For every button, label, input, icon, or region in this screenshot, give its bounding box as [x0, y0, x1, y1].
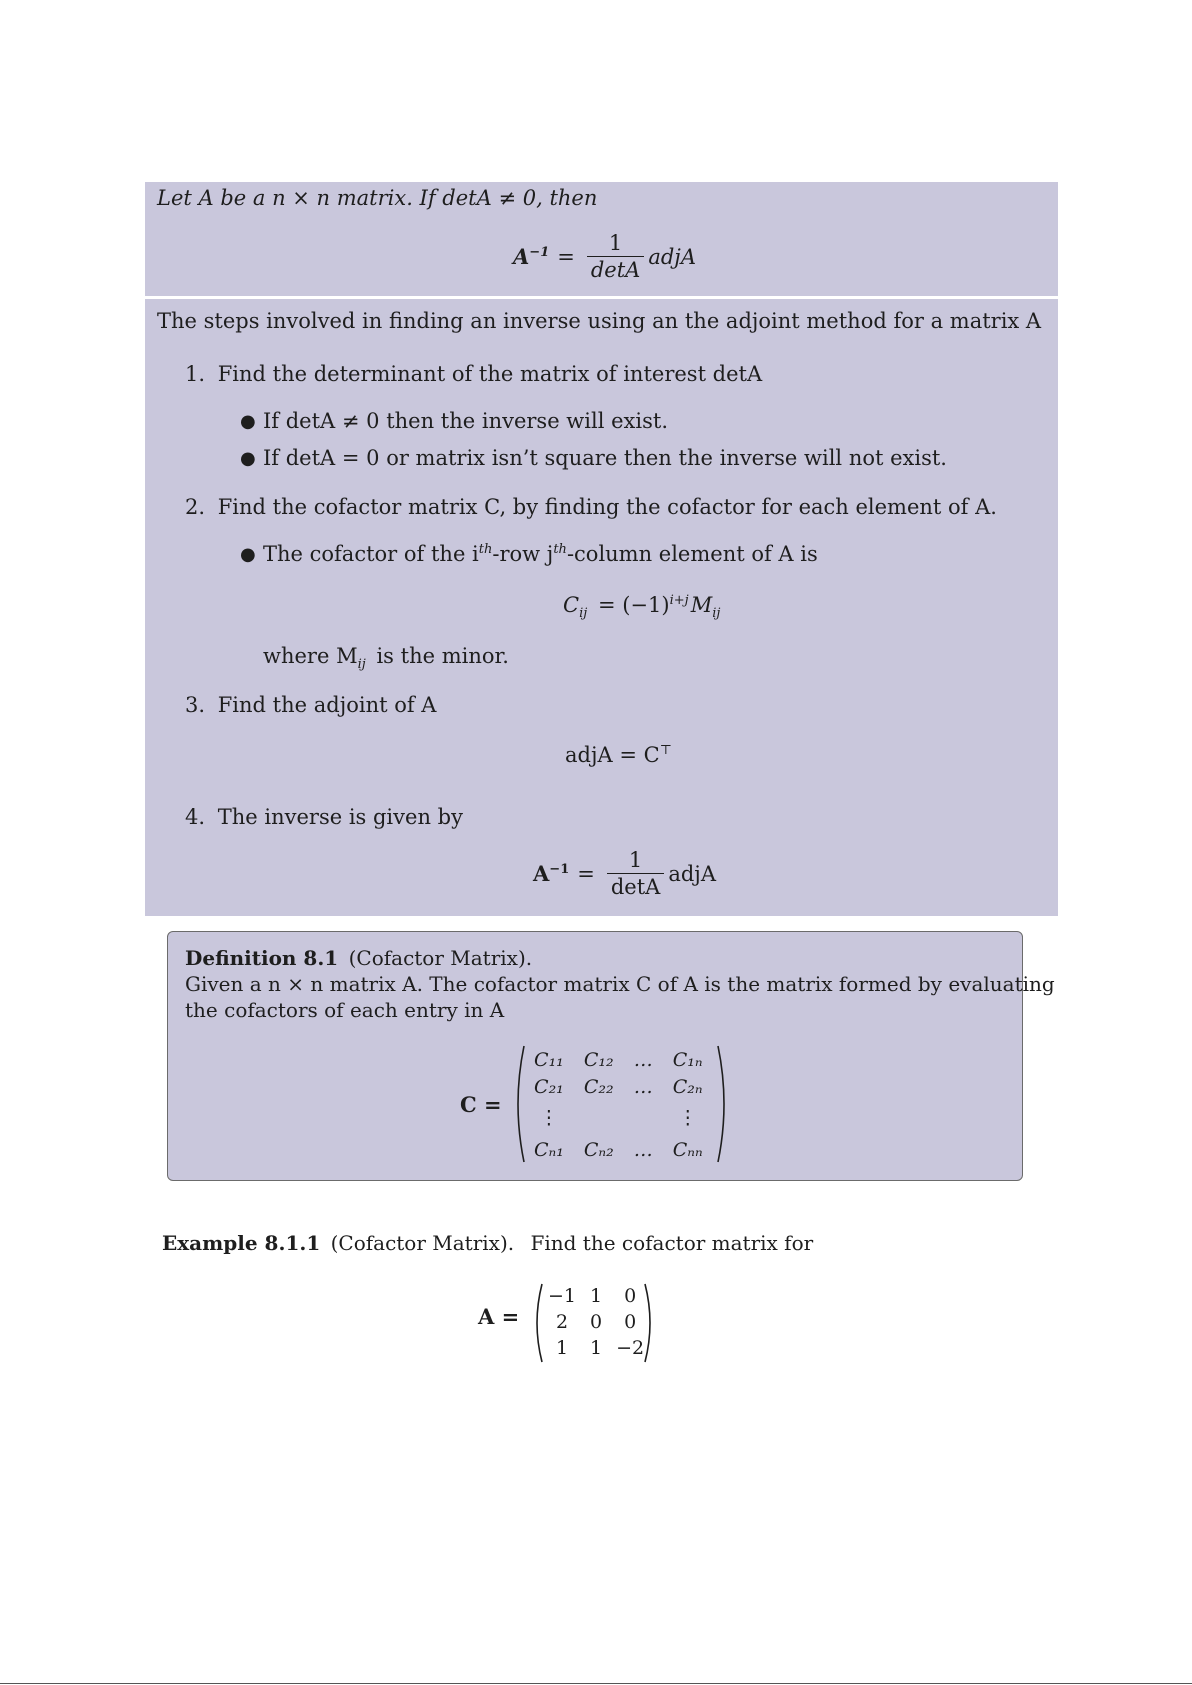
step-4 [185, 805, 463, 829]
adjoint-formula: adjA = C⊤ [565, 743, 672, 767]
formula-rhs: adjA [648, 244, 696, 269]
matrix-cell: … [633, 1048, 653, 1071]
matrix-row [524, 1100, 713, 1136]
matrix-cell: ⋮ [539, 1107, 559, 1129]
steps-box [145, 299, 1058, 916]
definition-title: (Cofactor Matrix). [348, 946, 533, 970]
matrix-cell: −2 [616, 1337, 645, 1359]
definition-line-2: the cofactors of each entry in A [185, 998, 505, 1022]
matrix-cell: … [633, 1138, 653, 1161]
matrix-cell: 0 [624, 1311, 637, 1333]
where-text: where $M_{ij}$ is the minor. [263, 644, 509, 673]
steps-intro: The steps involved in finding an inverse using an the adjoint method for a matrix A [157, 309, 1042, 333]
example-heading [162, 1231, 813, 1255]
theorem-formula [513, 230, 696, 283]
matrix-cell: C₁₁ [534, 1048, 564, 1071]
step-1-number: 1. [185, 362, 206, 386]
matrix-cell: C₂₂ [583, 1075, 614, 1098]
step-1-bullet-1: If detA ≠ 0 then the inverse will exist. [263, 409, 668, 433]
definition-line-1: Given a n × n matrix A. The cofactor matrix C of A is the matrix formed by evaluating [185, 972, 1055, 996]
step-2-number: 2. [185, 495, 206, 519]
step-4-text: The inverse is given by [217, 805, 463, 829]
matrix-cell [574, 1100, 624, 1136]
formula-eq: = [557, 244, 575, 269]
theorem-box [145, 182, 1058, 296]
matrix-cell: C₁ₙ [672, 1048, 703, 1071]
matrix-cell: C₁₂ [583, 1048, 614, 1071]
bullet-icon: ● [240, 411, 256, 432]
example-label: Example 8.1.1 [162, 1231, 321, 1255]
step-1-text: Find the determinant of the matrix of interest detA [217, 362, 763, 386]
matrix-cell: ⋮ [678, 1107, 698, 1129]
formula-denominator: detA [587, 256, 644, 283]
formula-numerator: 1 [608, 231, 623, 255]
matrix-cell [624, 1100, 663, 1136]
matrix-row [541, 1283, 651, 1309]
definition-box [167, 931, 1055, 1181]
matrix-row [524, 1073, 713, 1100]
step-3-text: Find the adjoint of A [217, 693, 437, 717]
step-1 [185, 362, 762, 386]
matrix-cell: 2 [555, 1311, 569, 1333]
theorem-intro: Let A be a n × n matrix. If detA ≠ 0, then [157, 186, 598, 210]
cofactor-matrix [524, 1046, 713, 1163]
inverse-formula: $A^{-1}$ = $\frac{1}{\det A}$ adjA [533, 848, 716, 899]
cofactor-formula: $C_{ij} = (-1)^{i+j}M_{ij}$ [563, 593, 721, 622]
step-2 [185, 495, 997, 519]
matrix-cell: Cₙ₂ [583, 1138, 614, 1161]
matrix-cell: Cₙ₁ [534, 1138, 564, 1161]
matrix-cell: … [633, 1075, 653, 1098]
matrix-cell: C₂₁ [534, 1075, 564, 1098]
definition-label: Definition 8.1 [185, 946, 339, 970]
bullet-icon: ● [240, 544, 256, 565]
example-matrix-label: A = [478, 1304, 520, 1329]
definition-heading [185, 946, 532, 970]
cofactor-matrix-label: C = [460, 1092, 502, 1117]
step-3-number: 3. [185, 693, 206, 717]
matrix-cell: 1 [590, 1285, 603, 1307]
matrix-cell: 0 [590, 1311, 603, 1333]
matrix-cell: 1 [590, 1337, 603, 1359]
step-3 [185, 693, 436, 717]
page-bottom-rule [0, 1683, 1192, 1684]
formula-fraction [587, 230, 644, 283]
step-4-number: 4. [185, 805, 206, 829]
matrix-row [524, 1136, 713, 1163]
formula-lhs: $A^{-1}$ [513, 244, 550, 269]
right-paren-icon [716, 1044, 732, 1164]
matrix-cell: C₂ₙ [672, 1075, 703, 1098]
matrix-cell: Cₙₙ [672, 1138, 703, 1161]
matrix-cell: 0 [624, 1285, 637, 1307]
example-text: Find the cofactor matrix for [530, 1231, 814, 1255]
matrix-row [541, 1309, 651, 1335]
inverse-fraction: $\frac{1}{\det A}$ [607, 847, 664, 900]
step-1-bullet-2: If detA = 0 or matrix isn’t square then the inverse will not exist. [263, 446, 947, 470]
example-matrix [541, 1283, 651, 1361]
step-2-bullet: The cofactor of the $i^{th}$-row $j^{th}$-column element of A is [263, 542, 818, 566]
matrix-cell: −1 [548, 1285, 577, 1307]
matrix-row [524, 1046, 713, 1073]
step-2-text: Find the cofactor matrix C, by finding the cofactor for each element of A. [217, 495, 997, 519]
matrix-row [541, 1335, 651, 1361]
bullet-icon: ● [240, 448, 256, 469]
example-title: (Cofactor Matrix). [330, 1231, 515, 1255]
matrix-cell: 1 [555, 1337, 569, 1359]
